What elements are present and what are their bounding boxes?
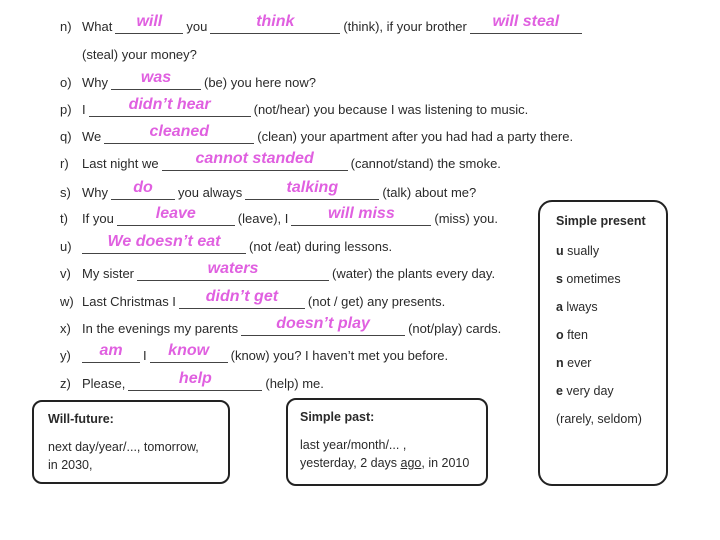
- exercise-r: [60, 151, 501, 171]
- answer-blank[interactable]: [241, 315, 405, 336]
- answer-blank[interactable]: [162, 150, 348, 171]
- exercise-text: Last Christmas I: [82, 294, 176, 309]
- exercise-text: I: [82, 102, 86, 117]
- exercise-s: [60, 180, 476, 200]
- exercise-letter: p): [60, 102, 72, 117]
- adverb-rest: ften: [563, 328, 588, 342]
- answer-text: think: [256, 13, 295, 30]
- exercise-text: (think), if your brother: [343, 19, 467, 34]
- adverb-initial: a: [556, 300, 563, 314]
- answer-blank[interactable]: [179, 288, 305, 309]
- exercise-text: We: [82, 129, 102, 144]
- exercise-text: If you: [82, 211, 114, 226]
- answer-text: We doesn’t eat: [107, 233, 221, 250]
- simple-present-title: Simple present: [556, 214, 646, 228]
- exercise-text: (miss) you.: [434, 211, 498, 226]
- exercise-text: (help) me.: [265, 376, 324, 391]
- exercise-w: [60, 289, 445, 309]
- exercise-letter: v): [60, 266, 71, 281]
- adverb-rest: very day: [562, 384, 614, 398]
- exercise-q: [60, 124, 573, 144]
- exercise-letter: u): [60, 239, 72, 254]
- answer-blank[interactable]: [89, 96, 251, 117]
- exercise-text: Please,: [82, 376, 126, 391]
- will-future-title: Will-future:: [48, 412, 114, 426]
- exercise-text: Why: [82, 185, 108, 200]
- adverb-initial: n: [556, 356, 564, 370]
- exercise-text: (know) you? I haven’t met you before.: [230, 348, 449, 363]
- adverb-item: [556, 356, 666, 370]
- answer-text: help: [178, 370, 212, 387]
- exercise-n-continued: [82, 42, 197, 62]
- simple-past-underlined: ago: [400, 456, 422, 470]
- answer-text: will steal: [492, 13, 560, 30]
- answer-blank[interactable]: [137, 260, 329, 281]
- answer-text: cleaned: [149, 123, 210, 140]
- exercise-text: (not / get) any presents.: [307, 294, 446, 309]
- answer-blank[interactable]: [210, 13, 340, 34]
- answer-text: leave: [155, 205, 196, 222]
- answer-text: cannot standed: [195, 150, 314, 167]
- adverb-initial: o: [556, 328, 564, 342]
- answer-blank[interactable]: [115, 13, 183, 34]
- exercise-text: (not/play) cards.: [408, 321, 502, 336]
- exercise-letter: s): [60, 185, 71, 200]
- exercise-n: [60, 14, 585, 34]
- exercise-text: What: [82, 19, 113, 34]
- will-future-line: next day/year/..., tomorrow,: [48, 440, 199, 454]
- answer-blank[interactable]: [470, 13, 582, 34]
- exercise-y: [60, 343, 448, 363]
- exercise-text: My sister: [82, 266, 134, 281]
- exercise-text: In the evenings my parents: [82, 321, 239, 336]
- exercise-z: [60, 371, 324, 391]
- exercise-text: Last night we: [82, 156, 159, 171]
- exercise-u: [60, 234, 392, 254]
- exercise-text: (water) the plants every day.: [332, 266, 496, 281]
- adverb-item: [556, 328, 666, 342]
- answer-text: talking: [286, 179, 339, 196]
- exercise-p: [60, 97, 528, 117]
- exercise-text: you: [186, 19, 208, 34]
- answer-blank[interactable]: [111, 69, 201, 90]
- adverb-item: [556, 384, 666, 398]
- exercise-text: (steal) your money?: [82, 47, 197, 62]
- answer-blank[interactable]: [245, 179, 379, 200]
- exercise-x: [60, 316, 501, 336]
- answer-text: am: [99, 342, 123, 359]
- answer-text: was: [140, 69, 172, 86]
- simple-past-text: , in 2010: [421, 456, 470, 470]
- exercise-letter: n): [60, 19, 72, 34]
- exercise-text: Why: [82, 75, 108, 90]
- exercise-o: [60, 70, 316, 90]
- answer-blank[interactable]: [128, 370, 262, 391]
- answer-blank[interactable]: [82, 233, 246, 254]
- adverb-rest: sually: [563, 244, 600, 258]
- adverb-item: [556, 244, 666, 258]
- adverb-rest: ometimes: [562, 272, 621, 286]
- exercise-letter: w): [60, 294, 74, 309]
- answer-text: didn’t hear: [128, 96, 211, 113]
- simple-past-text: yesterday, 2 days: [300, 456, 401, 470]
- exercise-letter: o): [60, 75, 72, 90]
- adverb-initial: s: [556, 272, 563, 286]
- exercise-text: (not/hear) you because I was listening to music.: [253, 102, 529, 117]
- simple-past-line: last year/month/... ,: [300, 438, 407, 452]
- simple-past-line: [300, 456, 486, 470]
- adverb-note: (rarely, seldom): [556, 412, 642, 426]
- answer-text: doesn’t play: [276, 315, 370, 332]
- exercise-letter: t): [60, 211, 68, 226]
- will-future-line: in 2030,: [48, 458, 93, 472]
- exercise-text: (clean) your apartment after you had had a party there.: [257, 129, 574, 144]
- answer-blank[interactable]: [104, 123, 254, 144]
- answer-text: do: [133, 179, 153, 196]
- exercise-letter: x): [60, 321, 71, 336]
- exercise-text: (be) you here now?: [204, 75, 317, 90]
- simple-past-box: [286, 398, 488, 486]
- exercise-letter: r): [60, 156, 69, 171]
- adverb-initial: u: [556, 244, 564, 258]
- answer-blank[interactable]: [82, 342, 140, 363]
- exercise-text: I: [143, 348, 147, 363]
- answer-text: didn’t get: [205, 288, 279, 305]
- exercise-text: (leave), I: [237, 211, 289, 226]
- adverb-item: [556, 300, 666, 314]
- answer-text: know: [168, 342, 210, 359]
- exercise-text: you always: [178, 185, 243, 200]
- exercise-text: (not /eat) during lessons.: [249, 239, 393, 254]
- answer-blank[interactable]: [111, 179, 175, 200]
- exercise-letter: y): [60, 348, 71, 363]
- answer-blank[interactable]: [150, 342, 228, 363]
- exercise-text: (cannot/stand) the smoke.: [350, 156, 501, 171]
- will-future-box: [32, 400, 230, 484]
- answer-blank[interactable]: [291, 205, 431, 226]
- exercise-t: [60, 206, 498, 226]
- simple-past-title: Simple past:: [300, 410, 375, 424]
- exercise-letter: q): [60, 129, 72, 144]
- simple-present-box: [538, 200, 668, 486]
- adverb-item: [556, 272, 666, 286]
- answer-text: will: [136, 13, 163, 30]
- adverb-initial: e: [556, 384, 563, 398]
- exercise-letter: z): [60, 376, 71, 391]
- exercise-text: (talk) about me?: [382, 185, 477, 200]
- adverb-rest: ever: [563, 356, 592, 370]
- answer-text: will miss: [328, 205, 395, 222]
- answer-blank[interactable]: [117, 205, 235, 226]
- answer-text: waters: [207, 260, 259, 277]
- adverb-rest: lways: [562, 300, 598, 314]
- exercise-v: [60, 261, 495, 281]
